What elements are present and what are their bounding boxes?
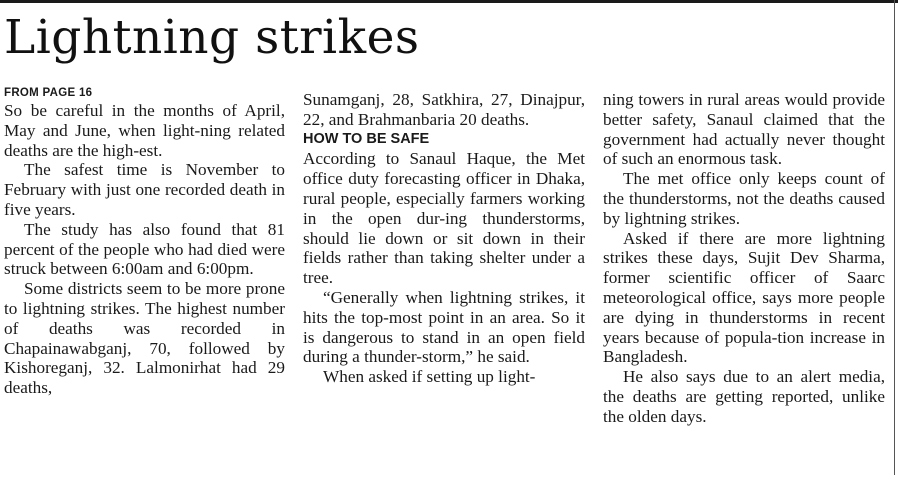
- paragraph: Asked if there are more lightning strikes these days, Sujit Dev Sharma, former scientific officer of Saarc meteorological office, says more people are dying in thunderstorms in recent years because of popula-tion increase in Bangladesh.: [603, 228, 885, 367]
- paragraph: Sunamganj, 28, Satkhira, 27, Dinajpur, 22, and Brahmanbaria 20 deaths.: [303, 90, 585, 129]
- paragraph: “Generally when lightning strikes, it hits the top-most point in an area. So it is dangerous to stand in an open field during a thunder-storm,” he said.: [303, 287, 585, 367]
- jump-label: FROM PAGE 16: [4, 87, 93, 99]
- paragraph: According to Sanaul Haque, the Met office duty forecasting officer in Dhaka, rural people, especially farmers working in the open dur-ing thunderstorms, should lie down or sit down in their fields rather than taking shelter under a tree.: [303, 149, 585, 288]
- paragraph: The met office only keeps count of the thunderstorms, not the deaths caused by lightning strikes.: [603, 169, 885, 228]
- column-2: [303, 90, 585, 479]
- column-3: [603, 90, 885, 479]
- paragraph: The study has also found that 81 percent of the people who had died were struck between 6:00am and 6:00pm.: [4, 219, 285, 279]
- paragraph: So be careful in the months of April, May and June, when light-ning related deaths are the high-est.: [4, 101, 285, 160]
- column-1: [4, 86, 285, 475]
- paragraph: When asked if setting up light-: [323, 367, 536, 387]
- paragraph: ning towers in rural areas would provide better safety, Sanaul claimed that the government had actually never thought of such an enormous task.: [603, 90, 885, 169]
- right-border: [894, 0, 895, 475]
- paragraph: He also says due to an alert media, the deaths are getting reported, unlike the olden days.: [603, 367, 885, 426]
- paragraph: Some districts seem to be more prone to lightning strikes. The highest number of deaths was recorded in Chapainawabganj, 70, followed by Kishoreganj, 32. Lalmonirhat had 29 deaths,: [4, 279, 285, 398]
- paragraph: The safest time is November to February with just one recorded death in five years.: [4, 160, 285, 219]
- top-rule: [0, 0, 898, 3]
- headline: Lightning strikes: [4, 10, 420, 65]
- subhead: HOW TO BE SAFE: [303, 130, 430, 147]
